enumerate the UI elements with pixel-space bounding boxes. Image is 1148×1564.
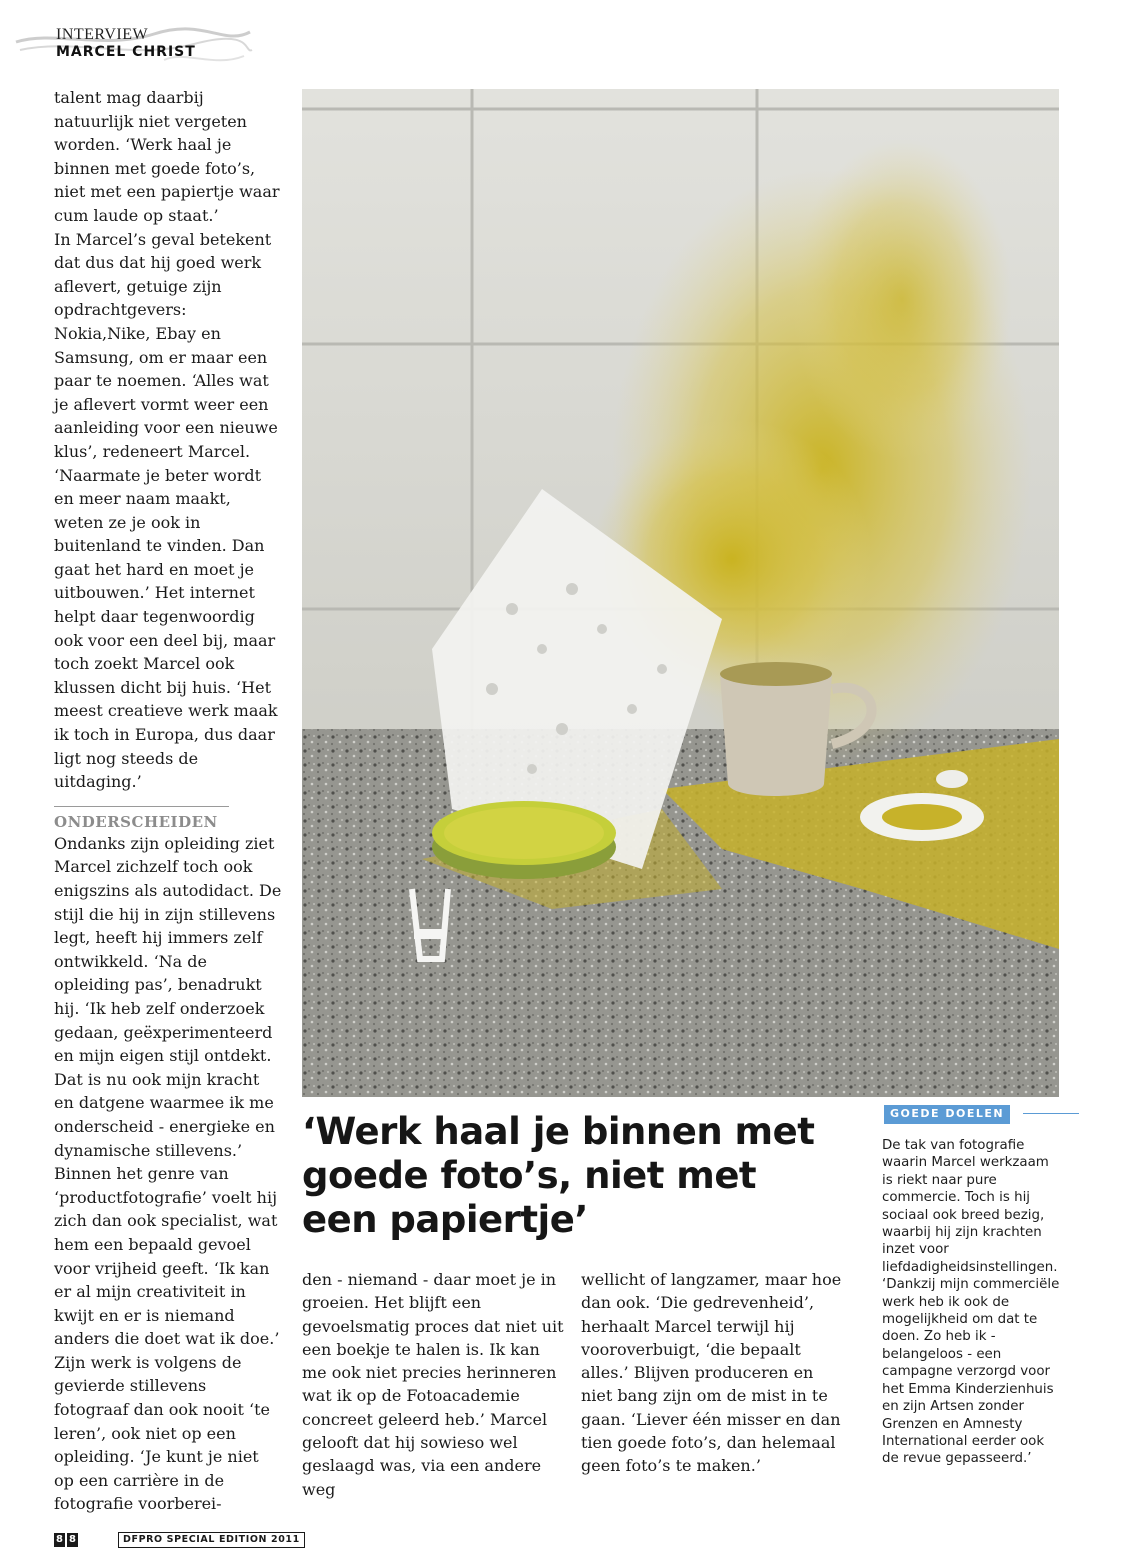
paragraph: Zijn werk is volgens de gevierde stillevens fotograaf dan ook nooit ‘te leren’, ook niet op een opleiding. ‘Je kunt je niet op een carrière in de fotografie voorberei- bbox=[54, 1352, 270, 1514]
middle-text-column-a: den - niemand - daar moet je in groeien. Het blijft een gevoelsmatig proces dat niet uit een boekje te halen is. Ik kan me ook niet precies herinneren wat ik op de Fotoacademie concreet geleerd heb.’ Marcel gelooft dat hij sowieso wel geslaagd was, via een andere weg bbox=[302, 1270, 564, 1499]
article-header bbox=[14, 20, 254, 72]
middle-text-column-b: wellicht of langzamer, maar hoe dan ook. ‘Die gedrevenheid’, herhaalt Marcel terwijl hij vooroverbuigt, ‘die bepaalt alles.’ Blijven produceren en niet bang zijn om de mist in te gaan. ‘Liever één misser en dan tien goede foto’s, dan helemaal geen foto’s te maken.’ bbox=[581, 1270, 842, 1476]
sidebar-divider bbox=[1023, 1113, 1079, 1114]
pull-quote: ‘Werk haal je binnen met goede foto’s, niet met een papiertje’ bbox=[302, 1110, 815, 1241]
section-heading: ONDERSCHEIDEN bbox=[54, 806, 229, 832]
paragraph: talent mag daarbij natuurlijk niet vergeten worden. ‘Werk haal je binnen met goede foto’s, niet met een papiertje waar cum laude op staat.’ bbox=[54, 88, 280, 225]
page-footer bbox=[54, 1532, 305, 1548]
paragraph: In Marcel’s geval betekent dat dus dat hij goed werk aflevert, getuige zijn opdrachtgevers: Nokia,Nike, Ebay en Samsung, om er maar een paar te noemen. ‘Alles wat je aflevert vormt weer een aanleiding voor een nieuwe klus’, redeneert Marcel. ‘Naarmate je beter wordt en meer naam maakt, weten ze je ook in buitenland te vinden. Dan gaat het hard en moet je uitbouwen.’ Het internet helpt daar tegenwoordig ook voor een deel bij, maar toch zoekt Marcel ook klussen dicht bij huis. ‘Het meest creatieve werk maak ik toch in Europa, dus daar ligt nog steeds de uitdaging.’ bbox=[54, 229, 278, 792]
sidebar-body: De tak van fotografie waarin Marcel werkzaam is riekt naar pure commercie. Toch is hij sociaal ook breed bezig, waarbij hij zijn krachten inzet voor liefdadigheidsinstellingen. ‘Dankzij mijn commerciële werk heb ik ook de mogelijkheid om dat te doen. Zo heb ik - belangeloos - een campagne verzorgd voor het Emma Kinderzienhuis en zijn Artsen zonder Grenzen en Amnesty International eerder ook de revue gepasseerd.’ bbox=[882, 1138, 1060, 1467]
still-life-photo bbox=[302, 89, 1059, 1097]
paragraph: Ondanks zijn opleiding ziet Marcel zichzelf toch ook enigszins als autodidact. De stijl die hij in zijn stillevens legt, heeft hij immers zelf ontwikkeld. ‘Na de opleiding pas’, benadrukt hij. ‘Ik heb zelf onderzoek gedaan, geëxperimenteerd en mijn eigen stijl ontdekt. Dat is nu ook mijn kracht en datgene waarmee ik me onderscheid - energieke en dynamische stillevens.’ Binnen het genre van ‘productfotografie’ voelt hij zich dan ook specialist, wat hem een bepaald gevoel voor vrijheid geeft. ‘Ik kan er al mijn creativiteit in kwijt en er is niemand anders die doet wat ik doe.’ bbox=[54, 833, 282, 1349]
interviewee-name: MARCEL CHRIST bbox=[56, 44, 196, 60]
page-number-digit: 8 bbox=[54, 1533, 65, 1547]
page-number-digit: 8 bbox=[67, 1533, 78, 1547]
sidebar-tag: GOEDE DOELEN bbox=[884, 1105, 1010, 1124]
section-kicker: INTERVIEW bbox=[56, 26, 149, 43]
edition-label: DFPRO SPECIAL EDITION 2011 bbox=[118, 1532, 305, 1548]
left-text-column bbox=[54, 86, 282, 1516]
